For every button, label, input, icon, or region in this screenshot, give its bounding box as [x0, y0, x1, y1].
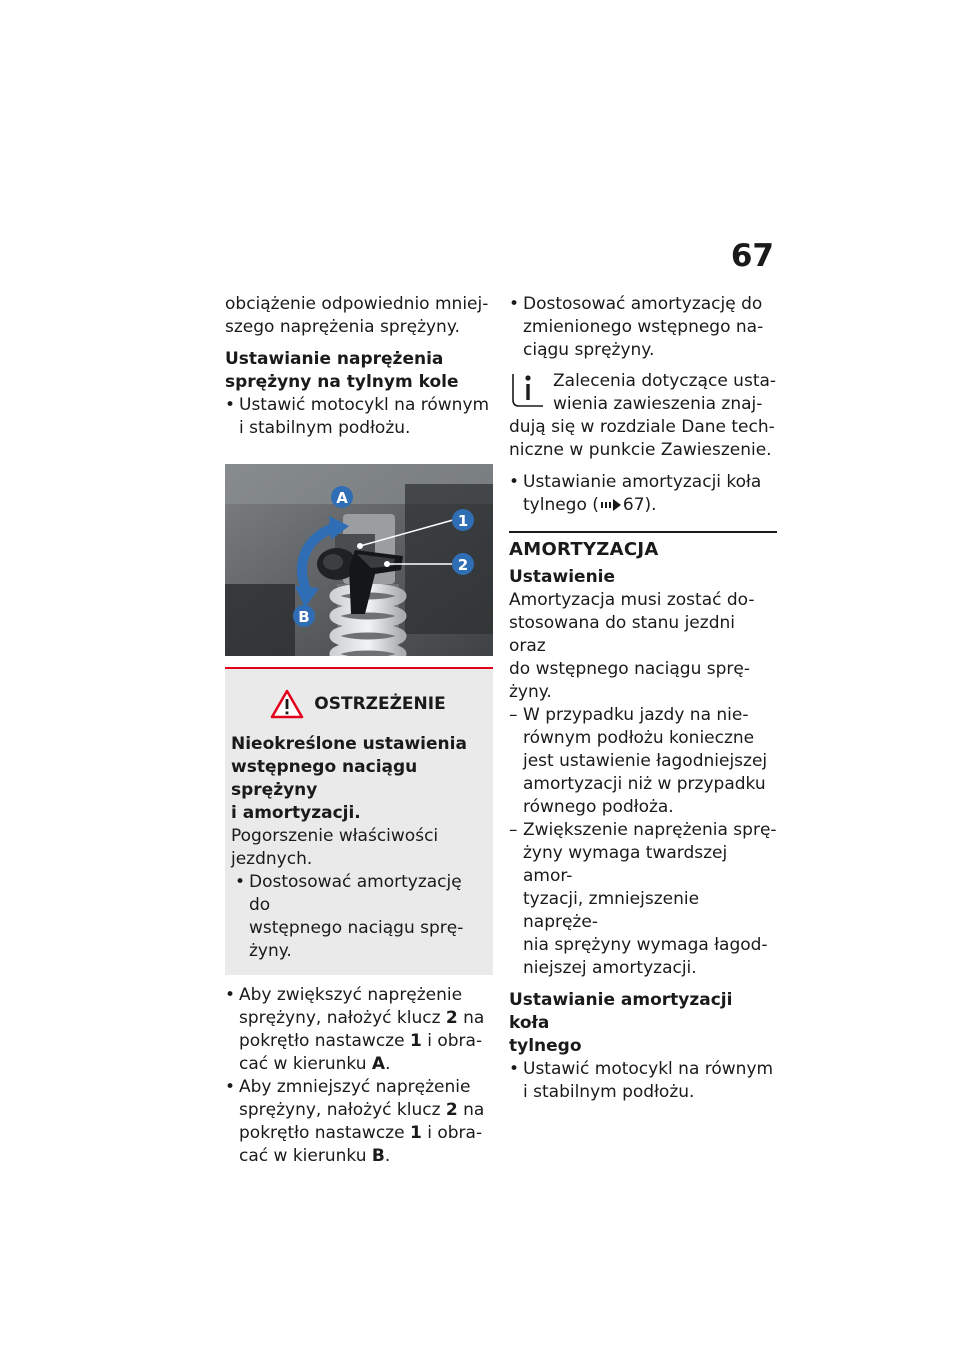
bullet-increase-tension: • Aby zwiększyć naprężenie sprężyny, nałożyć klucz 2 na pokrętło nastawcze 1 i obra- cać w kierunku A. [225, 984, 493, 1076]
intro-text-line1: obciążenie odpowiednio mniej- [225, 294, 489, 314]
damping-paragraph: Amortyzacja musi zostać do- stosowana do stanu jezdni oraz do wstępnego naciągu sprę- żyny. [509, 590, 755, 702]
figure-label-1: 1 [457, 512, 469, 530]
warning-header [231, 689, 485, 719]
shock-absorber-figure [225, 464, 493, 656]
heading-spring-tension: Ustawianie naprężenia sprężyny na tylnym kole [225, 349, 459, 392]
section-title: AMORTYZACJA [509, 539, 659, 560]
shock-absorber-illustration [225, 464, 493, 656]
right-column [509, 293, 777, 1104]
bullet-adjust-damping: • Dostosować amortyzację do zmienionego wstępnego na- ciągu sprężyny. [509, 293, 777, 362]
page-reference[interactable]: 67). [622, 495, 657, 515]
info-text-bottom: dują się w rozdziale Dane tech- niczne w punkcie Zawieszenie. [509, 417, 775, 460]
warning-title: OSTRZEŻENIE [314, 694, 446, 714]
warning-bullet: • Dostosować amortyzację do wstępnego naciągu sprę- żyny. [235, 871, 485, 963]
warning-bold-text: Nieokreślone ustawienia wstępnego naciągu sprężyny i amortyzacji. [231, 734, 467, 823]
intro-text-line2: szego naprężenia sprężyny. [225, 317, 460, 337]
bullet-set-motorcycle: • Ustawić motocykl na równym i stabilnym podłożu. [225, 394, 493, 440]
info-note [509, 370, 777, 416]
dash-item-uneven-road: – W przypadku jazdy na nie- równym podłożu konieczne jest ustawienie łagodniejszej amortyzacji niż w przypadku równego podłoża. [509, 704, 777, 819]
figure-label-2: 2 [457, 556, 469, 574]
info-text-top: Zalecenia dotyczące usta- wienia zawieszenia znaj- [553, 371, 777, 414]
page-number: 67 [730, 238, 774, 274]
warning-triangle-icon [270, 689, 304, 719]
left-column [225, 293, 493, 1168]
figure-label-a: A [336, 489, 348, 507]
dash-item-spring-tension: – Zwiększenie naprężenia sprę- żyny wymaga twardszej amor- tyzacji, zmniejszenie napręże- nia sprężyny wymaga łagod- niejszej amortyzacji. [509, 819, 777, 980]
bullet-rear-damping-ref: • Ustawianie amortyzacji koła tylnego ( 67). [509, 471, 777, 517]
warning-text: Pogorszenie właściwości jezdnych. [231, 826, 439, 869]
info-icon [509, 370, 547, 410]
bullet-decrease-tension: • Aby zmniejszyć naprężenie sprężyny, nałożyć klucz 2 na pokrętło nastawcze 1 i obra- cać w kierunku B. [225, 1076, 493, 1168]
warning-box [225, 667, 493, 975]
figure-label-b: B [298, 608, 310, 626]
page-reference-arrow-icon [599, 498, 623, 512]
subheading-setting: Ustawienie [509, 567, 616, 587]
bullet-set-motorcycle-right: • Ustawić motocykl na równym i stabilnym podłożu. [509, 1058, 777, 1104]
subheading-rear-damping: Ustawianie amortyzacji koła tylnego [509, 990, 733, 1056]
section-damping [509, 531, 777, 560]
